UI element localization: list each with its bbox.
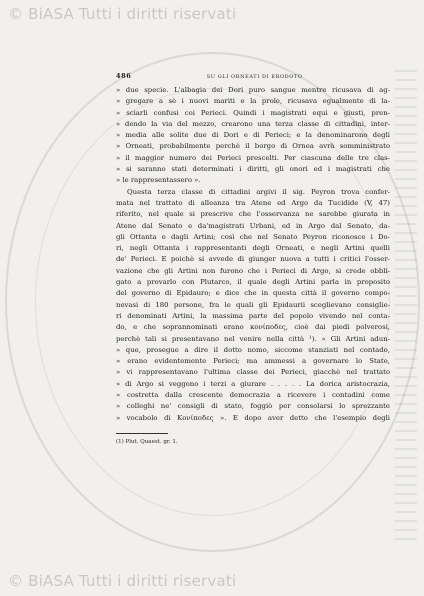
text-line: perchè tali si presentavano nel venire nella città ¹). « Gli Artini adun- <box>116 334 390 343</box>
text-line: gli Ottanta e dagli Artini; così che nel Senato Peyron riconosce i Do- <box>116 232 390 241</box>
text-line: » si saranno stati determinati i diritti, gli onori ed i magistrati che <box>116 165 390 174</box>
running-header <box>116 72 390 81</box>
text-line: del governo di Epidauro; e dice che in questa città il governo compo- <box>116 289 390 298</box>
text-line: ri denominati Artini, la massima parte del popolo vivendo nel conta- <box>116 311 390 320</box>
text-line: » gregare a sè i nuovi mariti e la prole, ricusava egualmente di la- <box>116 97 390 106</box>
footnote-separator <box>116 433 168 434</box>
page-edge-shadow <box>395 70 417 540</box>
text-line: » il maggior numero dei Perieci prescelti. Per ciascuna delle tre clas- <box>116 153 390 162</box>
watermark-bottom: © BiASA Tutti i diritti riservati <box>8 572 237 590</box>
text-line: ri, negli Ottanta i rappresentanti degli Orneati, e negli Artini quelli <box>116 244 390 253</box>
text-line: riferito, nel quale si prescrive che l'osservanza ne sarebbe giurata in <box>116 210 390 219</box>
watermark-top: © BiASA Tutti i diritti riservati <box>8 5 237 23</box>
text-line: do, e che soprannominati erano κονίποδες, cioè dai piedi polverosi, <box>116 323 390 332</box>
text-line: » erano evidentemente Perieci; ma ammessi a governare lo Stato, <box>116 357 390 366</box>
text-line: » di Argo si veggono i terzi a giurare . . . . . La dorica aristocrazia, <box>116 379 390 388</box>
text-line: » que, prosegue a dire il dotto nomo, siccome stanziati nel contado, <box>116 345 390 354</box>
text-line: de' Perieci. E poichè si avvede di giunger nuova a tutti i critici l'osser- <box>116 255 390 264</box>
page-number: 486 <box>116 72 132 80</box>
text-line: » colleghi ne' consigli di stato, foggiò per consolarsi lo sprezzante <box>116 402 390 411</box>
text-line: » vocabolo di Κονίποδες ». E dopo aver detto che l'esempio degli <box>116 413 390 422</box>
text-line: » sciarli confusi coi Perieci. Quindi i magistrati equi e giusti, pren- <box>116 108 390 117</box>
document-page <box>116 72 390 446</box>
text-line: mata nel trattato di alleanza tra Atene ed Argo da Tucidide (V, 47) <box>116 198 390 207</box>
text-line: » due specie. L'albagia dei Dori puro sangue mentre ricusava di ag- <box>116 86 390 94</box>
text-line: » costretta dalla crescente democrazia a ricevere i contadini come <box>116 391 390 400</box>
text-line: » Orneati, probabilmente perchè il borgo di Ornea avrà somministrato <box>116 142 390 151</box>
running-title: SU GLI ORNEATI DI ERODOTO <box>206 74 303 80</box>
text-line: gato a provarlo con Plutarco, il quale degli Artini parla in proposito <box>116 278 390 287</box>
text-line: vazione che gli Artini non furono che i Perieci di Argo, si crede obbli- <box>116 266 390 275</box>
text-line: Atene dal Senato e da'magistrati Urbani, ed in Argo dal Senato, da- <box>116 221 390 230</box>
body-text <box>116 85 390 424</box>
text-line: » le rappresentassero ». <box>116 176 201 185</box>
text-line: » vi rappresentavano l'ultima classe dei Perieci, giacchè nel trattato <box>116 368 390 377</box>
text-line: Questa terza classe di cittadini argivi il sig. Peyron trova confer- <box>127 187 390 196</box>
text-line: » media alle solite due di Dori e di Perieci; e la denominarono degli <box>116 131 390 140</box>
footnote: (1) Plut. Quaest. gr. 1. <box>116 438 178 445</box>
text-line: » dendo la via del mezzo, crearono una terza classe di cittadini, inter- <box>116 119 390 128</box>
text-line: nevasi di 180 persone, fra le quali gli Epidaurii sceglievano consiglie- <box>116 300 390 309</box>
